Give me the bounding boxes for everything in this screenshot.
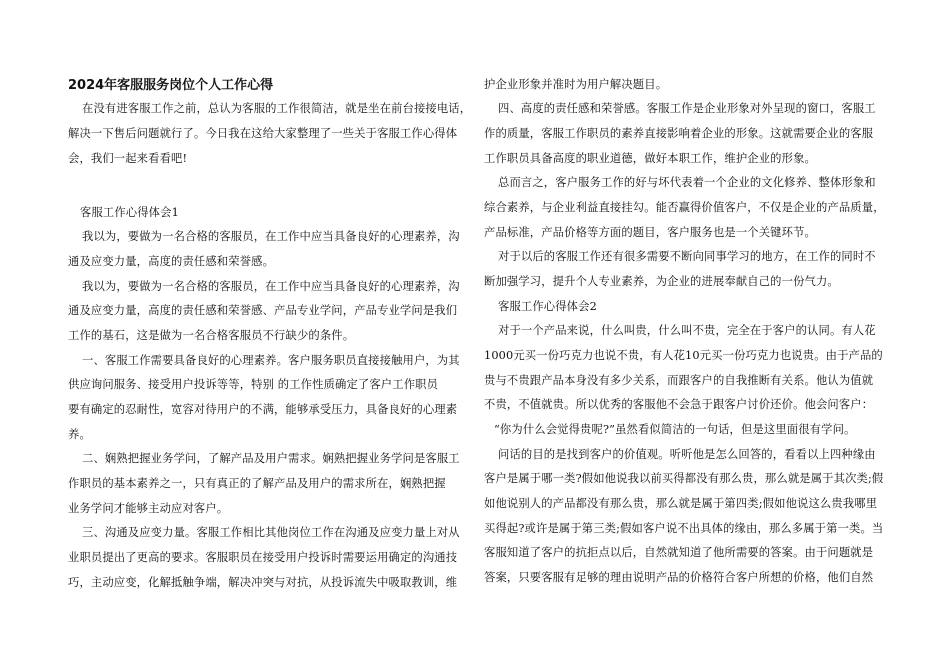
- paragraph-line: 通及应变力量，高度的责任感和荣誉感、产品专业学问，产品专业学问是我们: [68, 304, 458, 317]
- paragraph-line: 不贵，不值就贵。所以优秀的客服他不会急于跟客户讨价还价。他会问客户：: [484, 398, 874, 411]
- paragraph-line: 我以为，要做为一名合格的客服员，在工作中应当具备良好的心理素养，沟: [82, 280, 460, 293]
- paragraph-line: 解决一下售后问题就行了。今日我在这给大家整理了一些关于客服工作心得体: [68, 127, 458, 140]
- paragraph-line: 答案，只要客服有足够的理由说明产品的价格符合客户所想的价格，他们自然: [484, 571, 874, 584]
- paragraph-line: 工作的基石，这是做为一名合格客服员不行缺少的条件。: [68, 329, 355, 342]
- paragraph-line: 会，我们一起来看看吧!: [68, 152, 188, 165]
- paragraph-line: 对于一个产品来说，什么叫贵，什么叫不贵，完全在于客户的认同。有人花: [498, 324, 876, 337]
- paragraph-line: 买得起?或许是属于第三类;假如客户说不出具体的缘由，那么多属于第一类。当: [484, 522, 884, 535]
- paragraph-line: 产品标准，产品价格等方面的题目，客户服务也是一个关键环节。: [484, 226, 816, 239]
- paragraph-line: 业职员提出了更高的要求。客服职员在接受用户投诉时需要运用确定的沟通技: [68, 551, 458, 564]
- paragraph-line: 要有确定的忍耐性，宽容对待用户的不满，能够承受压力，具备良好的心理素: [68, 403, 458, 416]
- paragraph-line: 作的质量，客服工作职员的素养直接影响着企业的形象。这就需要企业的客服: [484, 127, 874, 140]
- paragraph-line: 工作职员具备高度的职业道德，做好本职工作，维护企业的形象。: [484, 152, 816, 165]
- paragraph-line: 一、客服工作需要具备良好的心理素养。客户服务职员直接接触用户，为其: [82, 354, 460, 367]
- paragraph-line: 如他说别人的产品都没有那么贵，那么就是属于第四类;假如他说这么贵我哪里: [484, 497, 878, 510]
- paragraph-line: 在没有进客服工作之前，总认为客服的工作很简洁，就是坐在前台接接电话，: [82, 102, 472, 115]
- paragraph-line: 供应询问服务、接受用户投诉等等，特别 的工作性质确定了客户工作职员: [68, 378, 439, 391]
- paragraph-line: 贵与不贵跟产品本身没有多少关系，而跟客户的自我推断有关系。他认为值就: [484, 374, 874, 387]
- paragraph-line: 综合素养，与企业利益直接挂勾。能否赢得价值客户，不仅是企业的产品质量，: [484, 201, 885, 214]
- paragraph-line: 护企业形象并准时为用户解决题目。: [484, 78, 668, 91]
- paragraph-line: 我以为，要做为一名合格的客服员，在工作中应当具备良好的心理素养，沟: [82, 230, 460, 243]
- paragraph-line: 作职员的基本素养之一，只有真正的了解产品及用户的需求所在，娴熟把握: [68, 477, 446, 490]
- paragraph-line: 通及应变力量，高度的责任感和荣誉感。: [68, 255, 275, 268]
- paragraph-line: 对于以后的客服工作还有很多需要不断向同事学习的地方，在工作的同时不: [498, 250, 876, 263]
- section-heading: 客服工作心得体会2: [498, 300, 597, 313]
- paragraph-line: “你为什么会觉得贵呢?”虽然看似简洁的一句话，但是这里面很有学问。: [494, 423, 856, 436]
- paragraph-line: 四、高度的责任感和荣誉感。客服工作是企业形象对外呈现的窗口，客服工: [498, 102, 876, 115]
- paragraph-line: 1000元买一份巧克力也说不贵，有人花10元买一份巧克力也说贵。由于产品的: [484, 349, 883, 362]
- paragraph-line: 业务学问才能够主动应对客户。: [68, 502, 229, 515]
- paragraph-line: 巧，主动应变，化解抵触争端，解决冲突与对抗，从投诉流失中吸取教训，维: [68, 576, 458, 589]
- paragraph-line: 二、娴熟把握业务学问，了解产品及用户需求。娴熟把握业务学问是客服工: [82, 452, 460, 465]
- paragraph-line: 断加强学习，提升个人专业素养，为企业的进展奉献自己的一份气力。: [484, 275, 839, 288]
- paragraph-line: 客户是属于哪一类?假如他说我以前买得都没有那么贵，那么就是属于其次类;假: [484, 472, 884, 485]
- paragraph-line: 问话的目的是找到客户的价值观。听听他是怎么回答的，看看以上四种缘由: [498, 448, 876, 461]
- paragraph-line: 客服知道了客户的抗拒点以后，自然就知道了他所需要的答案。由于问题就是: [484, 546, 874, 559]
- section-heading: 客服工作心得体会1: [80, 206, 179, 219]
- paragraph-line: 总而言之，客户服务工作的好与坏代表着一个企业的文化修养、整体形象和: [498, 176, 876, 189]
- paragraph-line: 三、沟通及应变力量。客服工作相比其他岗位工作在沟通及应变力量上对从: [82, 526, 460, 539]
- document-title: 2024年客服服务岗位个人工作心得: [68, 78, 274, 93]
- paragraph-line: 养。: [68, 428, 91, 441]
